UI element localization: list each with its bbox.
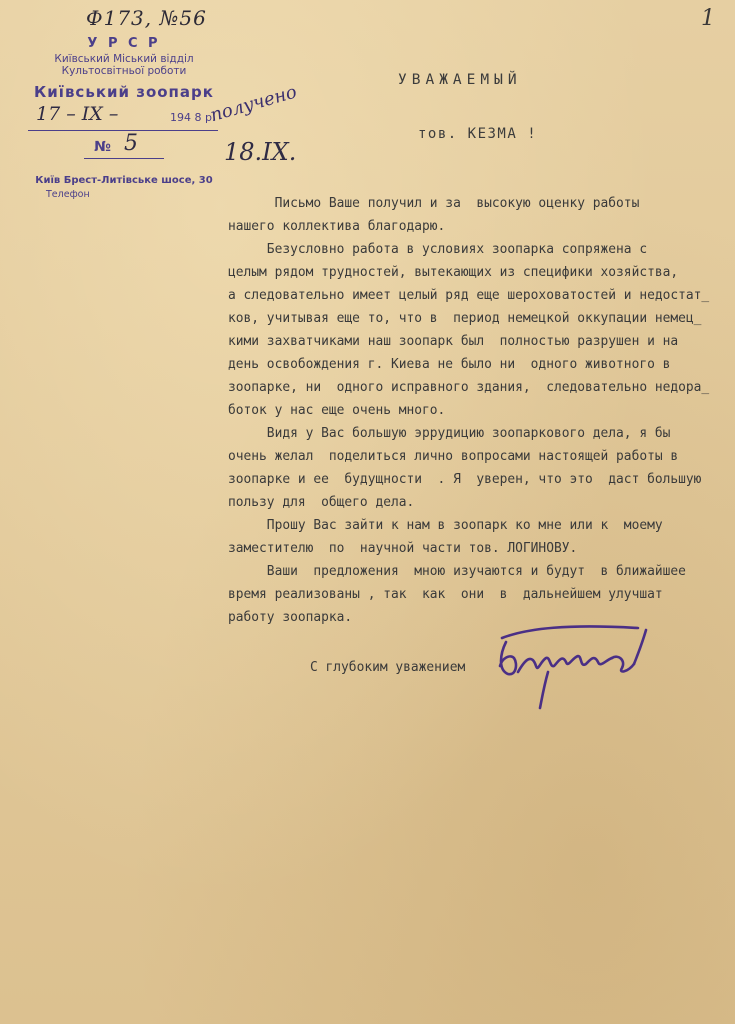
stamp-address: Київ Брест-Литівське шосе, 30 — [35, 175, 213, 186]
body-line: боток у нас еще очень много. — [228, 403, 446, 418]
stamp-number-value: 5 — [124, 131, 138, 156]
body-line: Прошу Вас зайти к нам в зоопарк ко мне или к моему — [228, 518, 663, 533]
received-word: получено — [208, 81, 300, 127]
body-line: Письмо Ваше получил и за высокую оценку работы — [228, 196, 640, 211]
stamp-date-handwritten: 17 – IX – — [36, 103, 119, 125]
body-line: зоопарке, ни одного исправного здания, следовательно недора_ — [228, 380, 710, 395]
institution-stamp — [24, 36, 224, 200]
body-line: целым рядом трудностей, вытекающих из специфики хозяйства, — [228, 265, 679, 280]
body-line: пользу для общего дела. — [228, 495, 415, 510]
signature — [488, 614, 668, 714]
received-date: 18.IX. — [224, 138, 297, 166]
stamp-number-label: № — [94, 139, 111, 155]
closing: С глубоким уважением — [310, 660, 466, 675]
addressee: тов. КЕЗМА ! — [418, 126, 538, 142]
stamp-date-row — [24, 103, 224, 133]
salutation: УВАЖАЕМЫЙ — [398, 72, 522, 88]
stamp-date-line — [28, 130, 218, 131]
archive-mark: Ф173, №56 — [86, 6, 207, 30]
body-line: очень желал поделиться лично вопросами настоящей работы в — [228, 449, 679, 464]
body-line: работу зоопарка. — [228, 610, 353, 625]
body-line: время реализованы , так как они в дальнейшем улучшат — [228, 587, 663, 602]
stamp-year: 194 8 р. — [170, 111, 216, 124]
stamp-department: Київський Міський відділ — [54, 53, 194, 65]
body-line: ков, учитывая еще то, что в период немецкой оккупации немец_ — [228, 311, 702, 326]
body-line: Безусловно работа в условиях зоопарка сопряжена с — [228, 242, 648, 257]
stamp-number-line — [84, 158, 164, 159]
body-line: нашего коллектива благодарю. — [228, 219, 446, 234]
body-line: Ваши предложения мною изучаются и будут в ближайшее — [228, 564, 686, 579]
body-line: день освобождения г. Киева не было ни одного животного в — [228, 357, 671, 372]
body-line: заместителю по научной части тов. ЛОГИНОВУ. — [228, 541, 578, 556]
body-line: зоопарке и ее будущности . Я уверен, что это даст большую — [228, 472, 702, 487]
stamp-republic: У Р С Р — [87, 36, 161, 51]
page-number: 1 — [701, 6, 715, 31]
stamp-institution: Київський зоопарк — [34, 83, 214, 101]
letter-body — [228, 192, 728, 629]
body-line: а следовательно имеет целый ряд еще шероховатостей и недостат_ — [228, 288, 710, 303]
stamp-section: Культосвітньої роботи — [61, 65, 187, 77]
body-line: Видя у Вас большую эррудицию зоопаркового дела, я бы — [228, 426, 671, 441]
body-line: кими захватчиками наш зоопарк был полностью разрушен и на — [228, 334, 679, 349]
stamp-number-row — [24, 133, 224, 161]
stamp-phone: Телефон — [46, 189, 90, 200]
